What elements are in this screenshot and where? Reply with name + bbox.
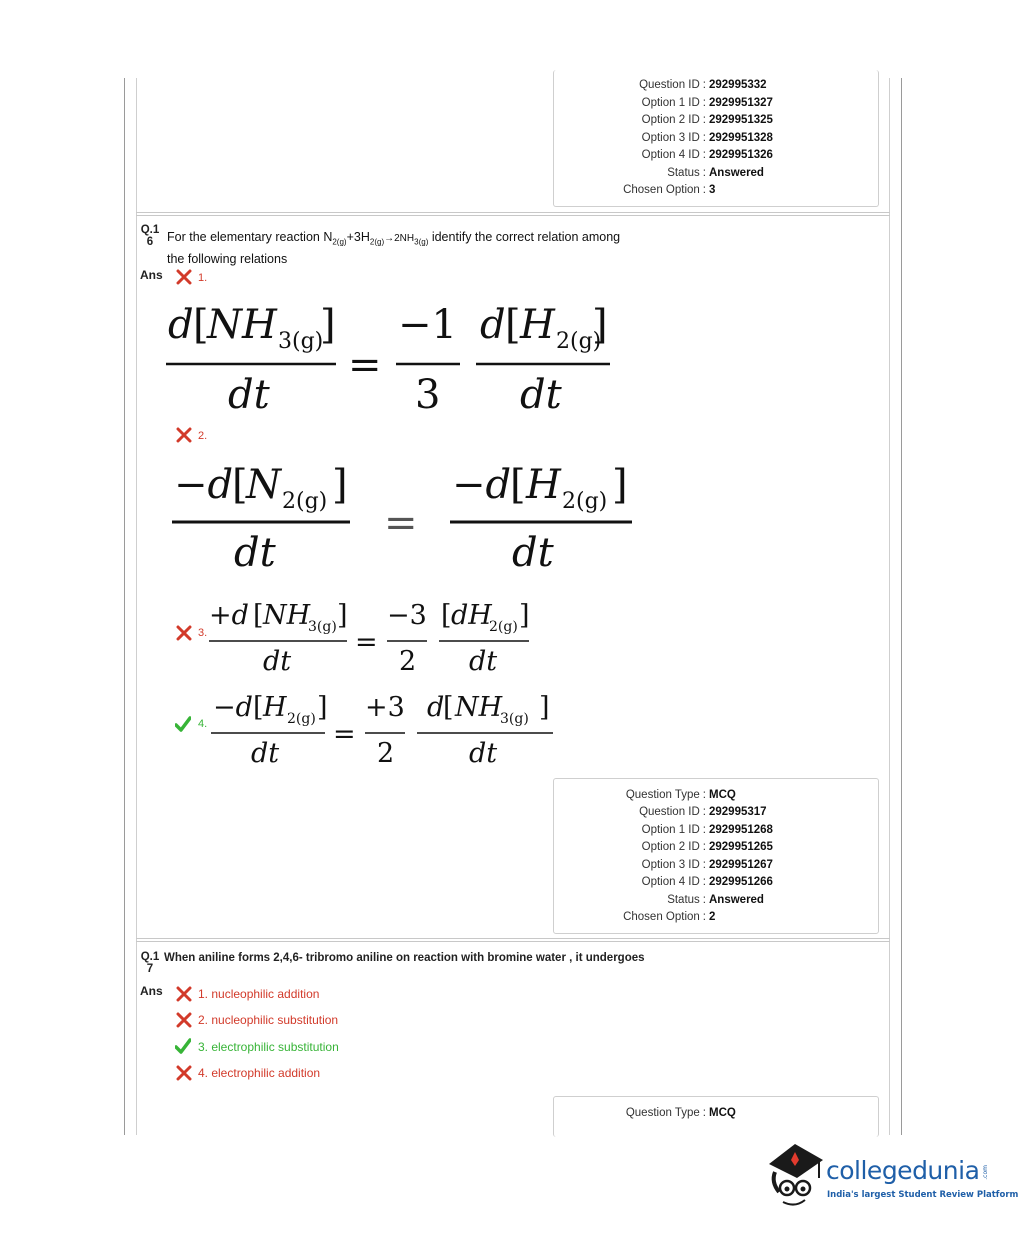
option-3-equation [205,596,545,680]
logo-tagline: India's largest Student Review Platform [827,1190,1019,1200]
svg-text:=: = [348,342,382,388]
svg-text:]: ] [519,600,530,631]
svg-text:−3: −3 [387,600,427,631]
answer-label: Ans [140,268,163,282]
info-row-option2-id: Option 2 ID : 2929951325 [641,114,773,126]
svg-text:3(g): 3(g) [500,711,529,727]
option-number: 3. [198,627,208,639]
section-divider [136,941,890,942]
answer-label: Ans [140,984,163,998]
wrong-icon [176,427,192,443]
option-number: 4. [198,718,208,730]
svg-text:2: 2 [377,738,395,769]
section-divider [136,938,890,939]
info-row-option1-id: Option 1 ID : 2929951327 [641,97,773,109]
svg-text:]: ] [317,692,328,723]
check-icon [175,1038,191,1054]
option-text: 1. nucleophilic addition [198,987,320,1001]
svg-text:H: H [520,302,555,348]
option-text: 2. nucleophilic substitution [198,1013,339,1027]
svg-text:dt: dt [228,372,270,418]
wrong-icon [176,1012,192,1028]
svg-text:d: d [168,302,194,348]
question-info-box-bottom [553,1096,879,1137]
svg-text:NH: NH [455,692,503,723]
svg-text:−d: −d [174,462,234,508]
svg-text:]: ] [539,692,550,723]
question-text: When aniline forms 2,4,6- tribromo aniline on reaction with bromine water , it undergoes [164,952,645,964]
wrong-icon [176,986,192,1002]
svg-text:dt: dt [234,530,276,576]
svg-text:]: ] [332,462,348,508]
svg-text:]: ] [320,302,336,348]
page-frame-right-inner [889,78,890,1135]
svg-text:=: = [384,500,418,546]
wrong-icon [176,1065,192,1081]
svg-text:dt: dt [469,738,498,769]
info-row-chosen-option: Chosen Option : 3 [623,184,716,196]
info-row-option4-id: Option 4 ID : 2929951266 [641,876,773,888]
svg-text:[: [ [232,462,248,508]
svg-text:[: [ [505,302,521,348]
option-text: 3. electrophilic substitution [198,1040,339,1054]
wrong-icon [176,625,192,641]
option-text: 4. electrophilic addition [198,1066,321,1080]
svg-text:2(g): 2(g) [489,619,518,635]
svg-text:]: ] [337,600,348,631]
svg-text:[: [ [253,692,264,723]
page-frame-right [901,78,902,1135]
question-number: Q.1 6 [140,224,160,248]
svg-text:3(g): 3(g) [278,329,324,354]
svg-text:2(g): 2(g) [562,489,608,514]
info-row-status: Status : Answered [667,167,764,179]
svg-text:3: 3 [415,372,441,418]
question-info-box-middle [553,778,879,934]
svg-text:2: 2 [399,646,417,677]
svg-text:H: H [263,692,287,723]
option-number: 1. [198,272,208,284]
option-2-equation [160,452,640,582]
wrong-icon [176,269,192,285]
svg-text:=: = [355,627,378,658]
page-frame-left [124,78,125,1135]
svg-text:N: N [246,462,281,508]
option-number: 2. [198,430,208,442]
info-row-option1-id: Option 1 ID : 2929951268 [641,824,773,836]
svg-text:[: [ [193,302,209,348]
svg-text:NH: NH [263,600,311,631]
question-info-box-top [553,70,879,207]
question-number: Q.1 7 [140,951,160,975]
svg-text:dt: dt [469,646,498,677]
section-divider [136,215,890,216]
collegedunia-logo-icon [765,1142,827,1208]
info-row-status: Status : Answered [667,894,764,906]
svg-text:[: [ [443,692,454,723]
svg-text:d: d [480,302,506,348]
svg-text:3(g): 3(g) [308,619,337,635]
svg-text:=: = [333,719,356,750]
page-frame-left-inner [136,78,137,1135]
question-text: For the elementary reaction $N_{2(g)}+3H_{2(g)}\to 2NH_{3(g)}$ identify the correct relation among the following relations [167,230,621,266]
svg-text:dt: dt [263,646,292,677]
svg-text:dt: dt [512,530,554,576]
logo-suffix: .com [982,1165,989,1180]
svg-text:]: ] [612,462,628,508]
info-row-question-type: Question Type : MCQ [625,789,736,801]
check-icon [175,716,191,732]
info-row-question-id: Question ID : 292995332 [639,79,767,91]
svg-text:[: [ [441,600,452,631]
info-row-chosen-option: Chosen Option : 2 [623,911,716,923]
svg-text:2(g): 2(g) [556,329,602,354]
svg-text:+3: +3 [365,692,405,723]
info-row-option2-id: Option 2 ID : 2929951265 [641,841,773,853]
info-row-question-id: Question ID : 292995317 [639,806,767,818]
svg-text:dH: dH [451,600,492,631]
info-row-question-type: Question Type : MCQ [625,1107,736,1119]
option-1-equation [160,292,630,422]
section-divider [136,212,890,213]
svg-text:2(g): 2(g) [282,489,328,514]
svg-text:]: ] [592,302,608,348]
logo-wordmark: collegedunia [826,1156,980,1185]
svg-text:+d: +d [209,600,249,631]
info-row-option4-id: Option 4 ID : 2929951326 [641,149,773,161]
svg-text:NH: NH [207,302,277,348]
svg-text:dt: dt [251,738,280,769]
svg-text:−d: −d [452,462,512,508]
info-row-option3-id: Option 3 ID : 2929951267 [641,859,773,871]
svg-text:dt: dt [520,372,562,418]
info-row-option3-id: Option 3 ID : 2929951328 [641,132,773,144]
svg-text:d: d [427,692,445,723]
svg-text:[: [ [510,462,526,508]
option-4-equation [205,688,565,772]
svg-text:−1: −1 [398,302,457,348]
svg-text:H: H [526,462,561,508]
svg-text:2(g): 2(g) [287,711,316,727]
svg-text:[: [ [253,600,264,631]
svg-text:−d: −d [213,692,253,723]
